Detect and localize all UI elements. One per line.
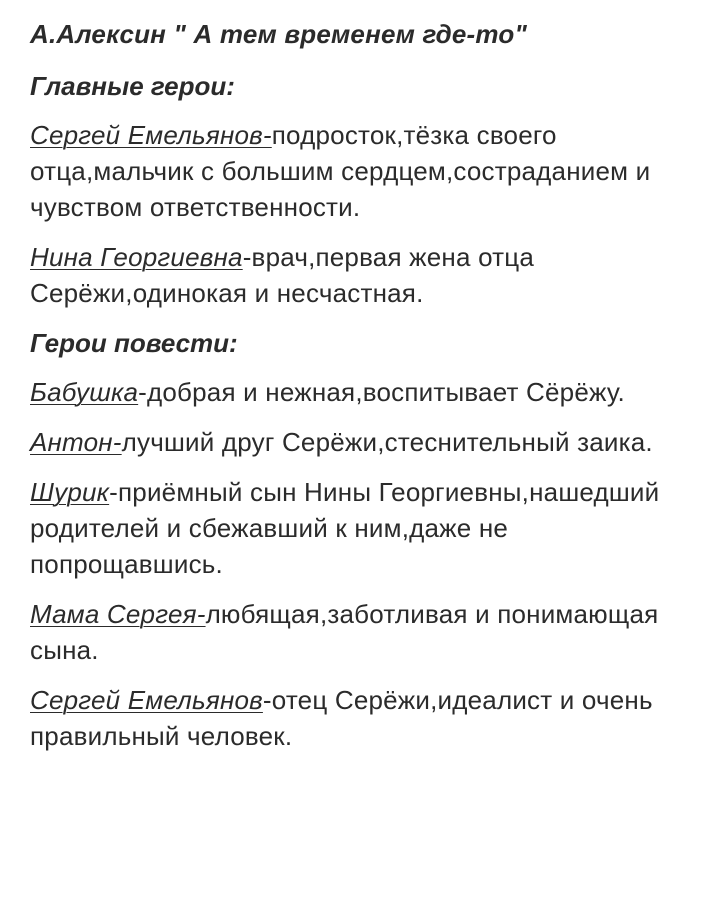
hero-entry	[30, 596, 693, 668]
story-heroes-heading: Герои повести:	[30, 328, 238, 358]
hero-entry	[30, 682, 693, 754]
hero-description: подросток,тёзка своего отца,мальчик с большим сердцем,состраданием и чувством ответственности.	[30, 120, 651, 222]
hero-name: Нина Георгиевна	[30, 242, 243, 272]
hero-description: -приёмный сын Нины Георгиевны,нашедший родителей и сбежавший к ним,даже не попрощавшись.	[30, 477, 660, 579]
hero-name: Бабушка	[30, 377, 139, 407]
document-title: А.Алексин " А тем временем где-то"	[30, 19, 527, 49]
hero-entry	[30, 239, 693, 311]
hero-name: Сергей Емельянов	[30, 685, 263, 715]
hero-description: -добрая и нежная,воспитывает Сёрёжу.	[138, 377, 625, 407]
main-heroes-heading: Главные герои:	[30, 71, 235, 101]
hero-name: Мама Сергея-	[30, 599, 206, 629]
hero-description: лучший друг Серёжи,стеснительный заика.	[121, 427, 653, 457]
hero-entry	[30, 474, 693, 582]
hero-description: -врач,первая жена отца Серёжи,одинокая и несчастная.	[30, 242, 535, 308]
hero-description: любящая,заботливая и понимающая сына.	[30, 599, 659, 665]
hero-name: Сергей Емельянов-	[30, 120, 272, 150]
hero-name: Шурик	[30, 477, 110, 507]
hero-entry	[30, 374, 693, 410]
hero-entry	[30, 117, 693, 225]
hero-description: -отец Серёжи,идеалист и очень правильный человек.	[30, 685, 653, 751]
hero-entry	[30, 424, 693, 460]
hero-name: Антон-	[30, 427, 122, 457]
